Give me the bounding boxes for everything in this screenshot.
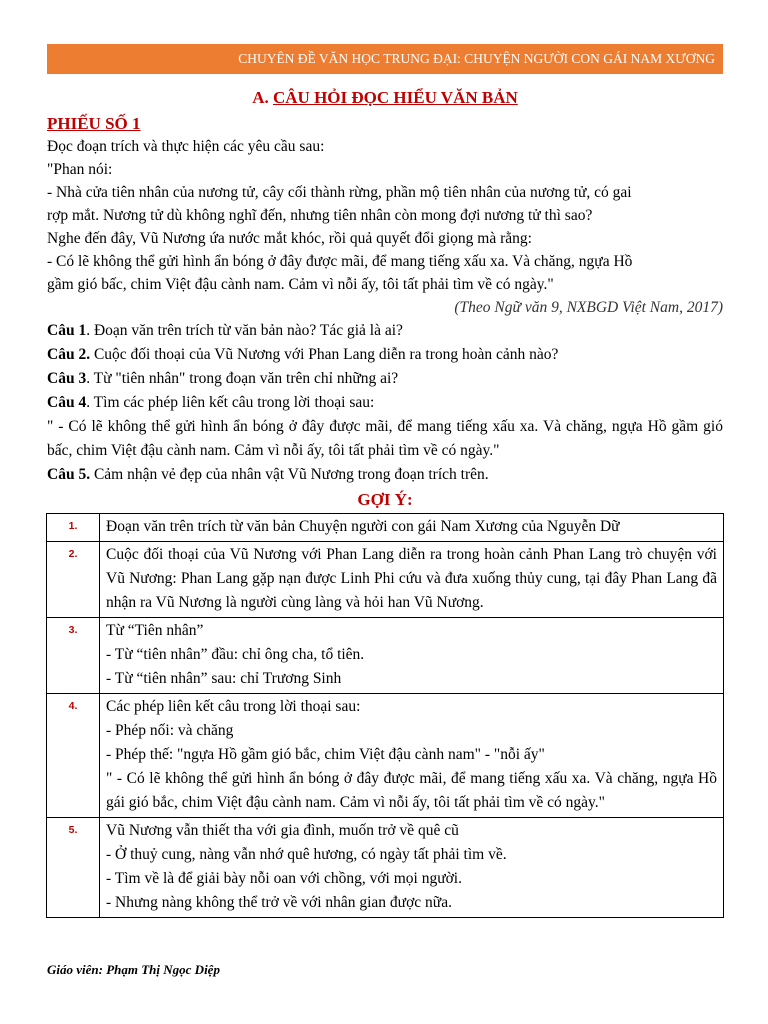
answer-cell — [100, 818, 724, 918]
answer-line: Vũ Nương vẫn thiết tha với gia đình, muốn trở về quê cũ — [106, 822, 459, 839]
table-row — [47, 542, 724, 618]
section-title: CÂU HỎI ĐỌC HIỂU VĂN BẢN — [272, 88, 518, 107]
question-label: Câu 5. — [47, 466, 91, 483]
question-label: Câu 2. — [47, 346, 91, 363]
answer-cell — [100, 618, 724, 694]
passage-line: rợp mắt. Nương tử dù không nghĩ đến, nhưng tiên nhân còn mong đợi nương tử thì sao? — [47, 207, 593, 224]
answer-line: " - Có lẽ không thể gửi hình ẩn bóng ở đây được mãi, để mang tiếng xấu xa. Và chăng, ngựa Hồ gái gió bắc, chim Việt đậu cành nam. Cảm vì nỗi ấy, tôi tất phải tìm về có ngày." — [106, 770, 717, 811]
question-label: Câu 4 — [47, 394, 87, 411]
row-number: 4. — [47, 694, 100, 818]
table-row — [47, 818, 724, 918]
row-number: 2. — [47, 542, 100, 618]
question-4-quote — [47, 415, 723, 463]
question-text: . Từ "tiên nhân" trong đoạn văn trên chỉ những ai? — [86, 370, 399, 387]
question-label: Câu 3 — [47, 370, 87, 387]
answer-line: - Tìm về là để giải bày nỗi oan với chồng, với mọi người. — [106, 870, 462, 887]
question-2 — [47, 343, 723, 367]
hints-table — [46, 513, 724, 918]
question-text: Cảm nhận vẻ đẹp của nhân vật Vũ Nương trong đoạn trích trên. — [90, 466, 489, 483]
section-heading — [47, 86, 723, 110]
passage-source: (Theo Ngữ văn 9, NXBGD Việt Nam, 2017) — [454, 299, 723, 316]
answer-line: Đoạn văn trên trích từ văn bản Chuyện người con gái Nam Xương của Nguyễn Dữ — [106, 518, 620, 535]
answer-cell — [100, 514, 724, 542]
section-prefix: A. — [252, 88, 273, 107]
answer-line: - Từ “tiên nhân” đầu: chỉ ông cha, tổ tiên. — [106, 646, 365, 663]
question-label: Câu 1 — [47, 322, 87, 339]
question-3 — [47, 367, 723, 391]
answer-line: Từ “Tiên nhân” — [106, 622, 204, 639]
question-5 — [47, 463, 723, 487]
row-number: 5. — [47, 818, 100, 918]
table-row — [47, 618, 724, 694]
answer-line: - Từ “tiên nhân” sau: chỉ Trương Sinh — [106, 670, 342, 687]
sheet-title: PHIẾU SỐ 1 — [47, 114, 141, 133]
passage-line: - Nhà cửa tiên nhân của nương tử, cây cối thành rừng, phần mộ tiên nhân của nương tử, có gai — [47, 184, 632, 201]
table-row — [47, 694, 724, 818]
answer-cell — [100, 542, 724, 618]
question-list — [47, 319, 723, 487]
table-row — [47, 514, 724, 542]
passage-line: "Phan nói: — [47, 161, 113, 178]
question-4 — [47, 391, 723, 415]
question-1 — [47, 319, 723, 343]
passage-line: Nghe đến đây, Vũ Nương ứa nước mắt khóc, rồi quả quyết đổi giọng mà rằng: — [47, 230, 532, 247]
answer-line: - Phép thế: "ngựa Hồ gầm gió bắc, chim Việt đậu cành nam" - "nỗi ấy" — [106, 746, 545, 763]
answer-cell — [100, 694, 724, 818]
topic-banner: CHUYÊN ĐỀ VĂN HỌC TRUNG ĐẠI: CHUYỆN NGƯỜI CON GÁI NAM XƯƠNG — [47, 44, 723, 74]
answer-line: - Phép nối: và chăng — [106, 722, 234, 739]
answer-line: Cuộc đối thoại của Vũ Nương với Phan Lang diễn ra trong hoàn cảnh Phan Lang trò chuyện với Vũ Nương: Phan Lang gặp nạn được Linh Phi cứu và đưa xuống thủy cung, tại đây Phan Lang đã nhận ra Vũ Nương là người cùng làng và hỏi han Vũ Nương. — [106, 546, 717, 611]
passage-line: - Có lẽ không thể gửi hình ẩn bóng ở đây được mãi, để mang tiếng xấu xa. Và chăng, ngựa Hồ — [47, 253, 633, 270]
answer-line: - Ở thuỷ cung, nàng vẫn nhớ quê hương, có ngày tất phải tìm về. — [106, 846, 507, 863]
passage-line: gầm gió bấc, chim Việt đậu cành nam. Cảm vì nỗi ấy, tôi tất phải tìm về có ngày." — [47, 276, 554, 293]
question-text: . Đoạn văn trên trích từ văn bản nào? Tác giả là ai? — [86, 322, 403, 339]
passage — [47, 158, 723, 296]
document-body — [47, 86, 723, 918]
row-number: 3. — [47, 618, 100, 694]
answer-line: - Nhưng nàng không thể trở về với nhân gian được nữa. — [106, 894, 452, 911]
hints-title: GỢI Ý: — [357, 490, 413, 509]
answer-line: Các phép liên kết câu trong lời thoại sau: — [106, 698, 361, 715]
teacher-credit: Giáo viên: Phạm Thị Ngọc Diệp — [47, 962, 220, 977]
question-text: " - Có lẽ không thể gửi hình ẩn bóng ở đây được mãi, để mang tiếng xấu xa. Và chăng, ngựa Hồ gầm gió bấc, chim Việt đậu cành nam. Cảm vì nỗi ấy, tôi tất phải tìm về có ngày." — [47, 418, 723, 459]
question-text: . Tìm các phép liên kết câu trong lời thoại sau: — [86, 394, 375, 411]
instruction: Đọc đoạn trích và thực hiện các yêu cầu sau: — [47, 138, 325, 155]
row-number: 1. — [47, 514, 100, 542]
question-text: Cuộc đối thoại của Vũ Nương với Phan Lang diễn ra trong hoàn cảnh nào? — [90, 346, 559, 363]
